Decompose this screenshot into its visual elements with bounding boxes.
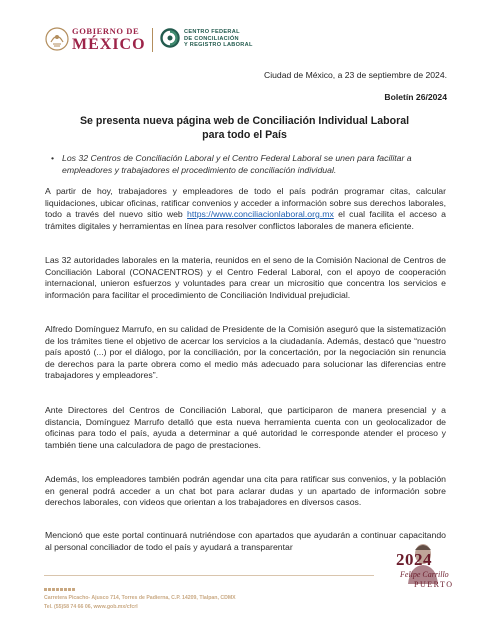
commemorative-place: PUERTO bbox=[414, 580, 454, 589]
paragraph-4: Ante Directores del Centros de Conciliación Laboral, que participaron de manera presencial y a distancia, Domínguez Marrufo detalló que esta nueva herramienta cuenta con un geolocalizador de oficinas para todo el país, ayuda a determinar a qué autoridad le corresponde atender el proceso y también tiene una calculadora de pago de prestaciones. bbox=[45, 405, 446, 450]
press-release-title bbox=[40, 115, 449, 142]
title-line2: para todo el País bbox=[202, 128, 287, 141]
footer-contact bbox=[44, 594, 236, 612]
summary-bullet bbox=[51, 153, 447, 176]
ccl-line1: CENTRO FEDERAL bbox=[184, 29, 240, 35]
title-line1: Se presenta nueva página web de Conciliación Individual Laboral bbox=[79, 115, 410, 127]
commemorative-year: 2024 bbox=[396, 550, 432, 569]
paragraph-1 bbox=[45, 186, 446, 232]
paragraph-2: Las 32 autoridades laborales en la materia, reunidos en el seno de la Comisión Nacional de Centros de Conciliación Laboral (CONACENTROS) y el Centro Federal Laboral, con el apoyo de cooperación internacional, unieron esfuerzos y voluntades para crear un micrositio que concentra los servicios e información para facilitar el procedimiento de Conciliación Individual prejudicial. bbox=[45, 255, 446, 300]
ccl-line3: Y REGISTRO LABORAL bbox=[184, 42, 253, 49]
bullet-icon: • bbox=[51, 153, 55, 163]
bulletin-number: Boletín 26/2024 bbox=[384, 92, 447, 102]
footer-address: Carretera Picacho- Ajusco 714, Torres de Padierna, C.P. 14209, Tlalpan, CDMX bbox=[44, 595, 236, 601]
footer-phone: Tel. (55)58 74 66 06, www.gob.mx/cfcrl bbox=[44, 604, 138, 610]
paragraph-1-text-start: A partir de hoy, trabajadores y empleadores de todo el país podrán programar citas, calcular liquidaciones, ubicar oficinas, ratificar convenios y acceder a información sobre sus derechos laborales, todo a través del nuevo sitio web bbox=[45, 186, 446, 219]
website-link[interactable]: https://www.conciliacionlaboral.org.mx bbox=[187, 209, 334, 219]
date-line: Ciudad de México, a 23 de septiembre de 2024. bbox=[264, 70, 447, 80]
gob-line2: MÉXICO bbox=[72, 35, 146, 53]
paragraph-3: Alfredo Domínguez Marrufo, en su calidad de Presidente de la Comisión aseguró que la sistematización de los trámites tiene el objetivo de acercar los servicios a la ciudadanía. Además, destacó que “nuestro país apostó (...) por el diálogo, por la conciliación, por la concertación, por la negociación sin renuncia de derechos para la parte obrera como el medio más adecuado para solucionar las diferencias entre trabajadores y empleadores”. bbox=[45, 324, 446, 380]
logo-divider bbox=[152, 28, 153, 52]
gobierno-de-mexico-logo bbox=[72, 27, 146, 53]
paragraph-6: Mencionó que este portal continuará nutriéndose con apartados que ayudarán a continuar capacitando al personal conciliador de todo el país y ayudará a transparentar bbox=[45, 530, 446, 552]
cfcrl-logo-icon bbox=[160, 28, 180, 48]
gob-line1: GOBIERNO DE bbox=[72, 26, 140, 36]
letterhead bbox=[44, 26, 284, 54]
cfcrl-logo-text bbox=[184, 29, 253, 49]
summary-text: Los 32 Centros de Conciliación Laboral y el Centro Federal Laboral se unen para facilitar a empleadores y trabajadores el procedimiento de conciliación individual. bbox=[62, 153, 412, 175]
paragraph-1-text-end: el cual facilita el acceso a trámites digitales y herramientas en línea para resolver conflictos laborales de manera eficiente. bbox=[45, 209, 446, 231]
paragraph-5: Además, los empleadores también podrán agendar una cita para ratificar sus convenios, y la población en general podrá acceder a un chat bot para aclarar dudas y un apartado de información sobre derechos laborales, con videos que orientan a los trabajadores en diversos casos. bbox=[45, 474, 446, 507]
footer-divider bbox=[44, 575, 374, 576]
commemorative-name: Felipe Carrillo bbox=[400, 570, 449, 579]
ccl-line2: DE CONCILIACIÓN bbox=[184, 35, 239, 42]
mexico-coat-of-arms-icon bbox=[44, 26, 70, 52]
